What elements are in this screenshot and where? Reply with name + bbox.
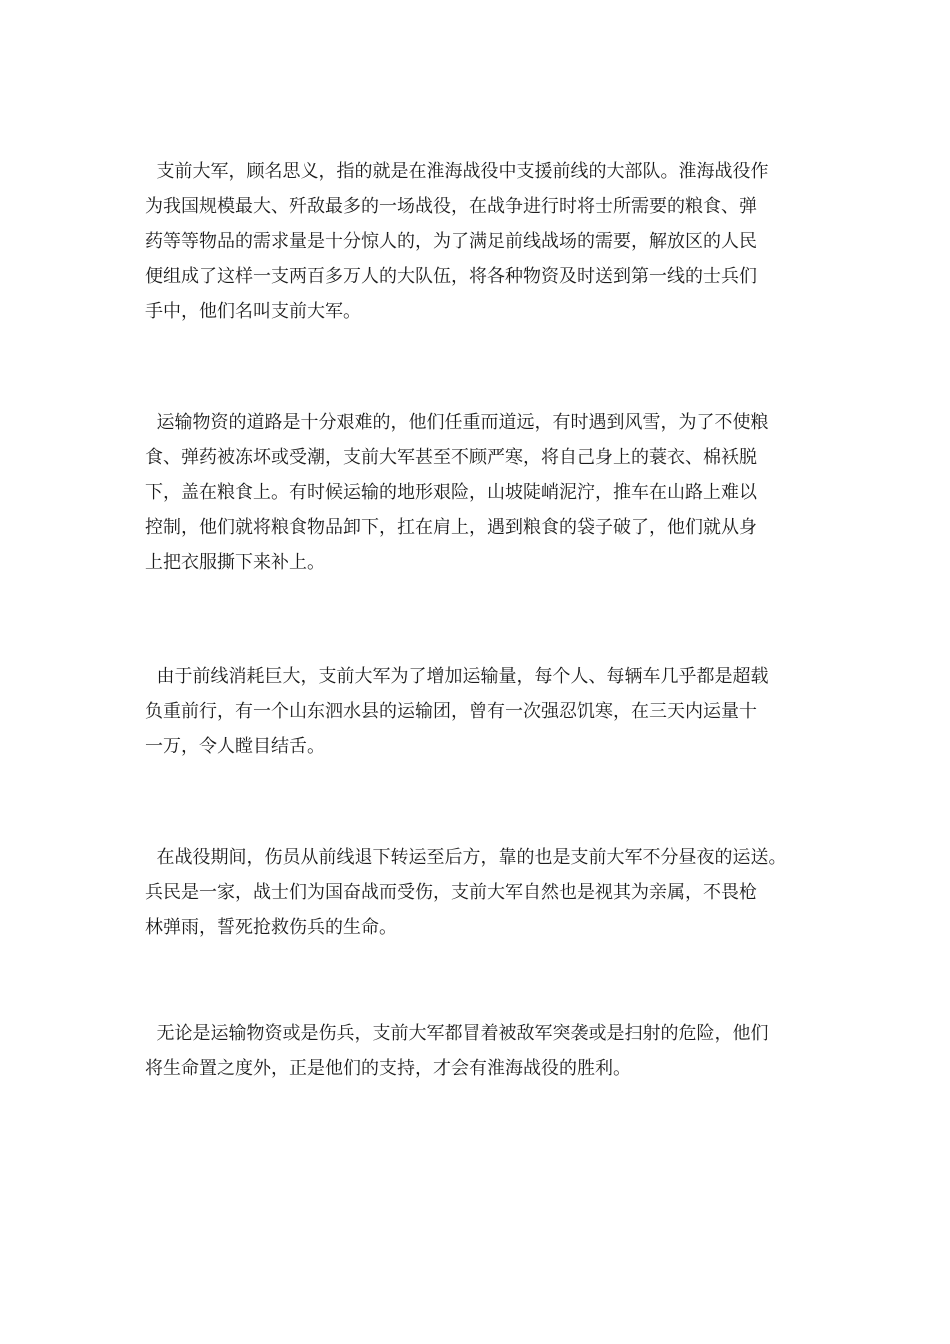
paragraph-line: 下，盖在粮食上。有时候运输的地形艰险，山坡陡峭泥泞，推车在山路上难以	[145, 482, 757, 503]
paragraph-3	[145, 659, 817, 764]
paragraph-line: 一万，令人瞠目结舌。	[145, 736, 325, 757]
paragraph-1	[145, 154, 817, 329]
paragraph-line: 兵民是一家，战士们为国奋战而受伤，支前大军自然也是视其为亲属，不畏枪	[145, 882, 757, 903]
paragraph-line: 林弹雨，誓死抢救伤兵的生命。	[145, 917, 397, 938]
paragraph-line: 负重前行，有一个山东泗水县的运输团，曾有一次强忍饥寒，在三天内运量十	[145, 701, 757, 722]
paragraph-line: 为我国规模最大、歼敌最多的一场战役，在战争进行时将士所需要的粮食、弹	[145, 196, 757, 217]
paragraph-2	[145, 405, 817, 580]
paragraph-line: 无论是运输物资或是伤兵，支前大军都冒着被敌军突袭或是扫射的危险，他们	[145, 1023, 769, 1044]
paragraph-line: 将生命置之度外，正是他们的支持，才会有淮海战役的胜利。	[145, 1058, 631, 1079]
paragraph-line: 运输物资的道路是十分艰难的，他们任重而道远，有时遇到风雪，为了不使粮	[145, 412, 769, 433]
paragraph-5	[145, 1016, 817, 1086]
paragraph-line: 由于前线消耗巨大，支前大军为了增加运输量，每个人、每辆车几乎都是超载	[145, 666, 769, 687]
paragraph-line: 控制，他们就将粮食物品卸下，扛在肩上，遇到粮食的袋子破了，他们就从身	[145, 517, 757, 538]
paragraph-line: 便组成了这样一支两百多万人的大队伍，将各种物资及时送到第一线的士兵们	[145, 266, 757, 287]
paragraph-line: 在战役期间，伤员从前线退下转运至后方，靠的也是支前大军不分昼夜的运送。	[145, 847, 787, 868]
paragraph-line: 手中，他们名叫支前大军。	[145, 301, 361, 322]
paragraph-line: 食、弹药被冻坏或受潮，支前大军甚至不顾严寒，将自己身上的蓑衣、棉袄脱	[145, 447, 757, 468]
paragraph-4	[145, 840, 817, 945]
paragraph-line: 上把衣服撕下来补上。	[145, 552, 325, 573]
paragraph-line: 支前大军，顾名思义，指的就是在淮海战役中支援前线的大部队。淮海战役作	[145, 161, 769, 182]
paragraph-line: 药等等物品的需求量是十分惊人的，为了满足前线战场的需要，解放区的人民	[145, 231, 757, 252]
